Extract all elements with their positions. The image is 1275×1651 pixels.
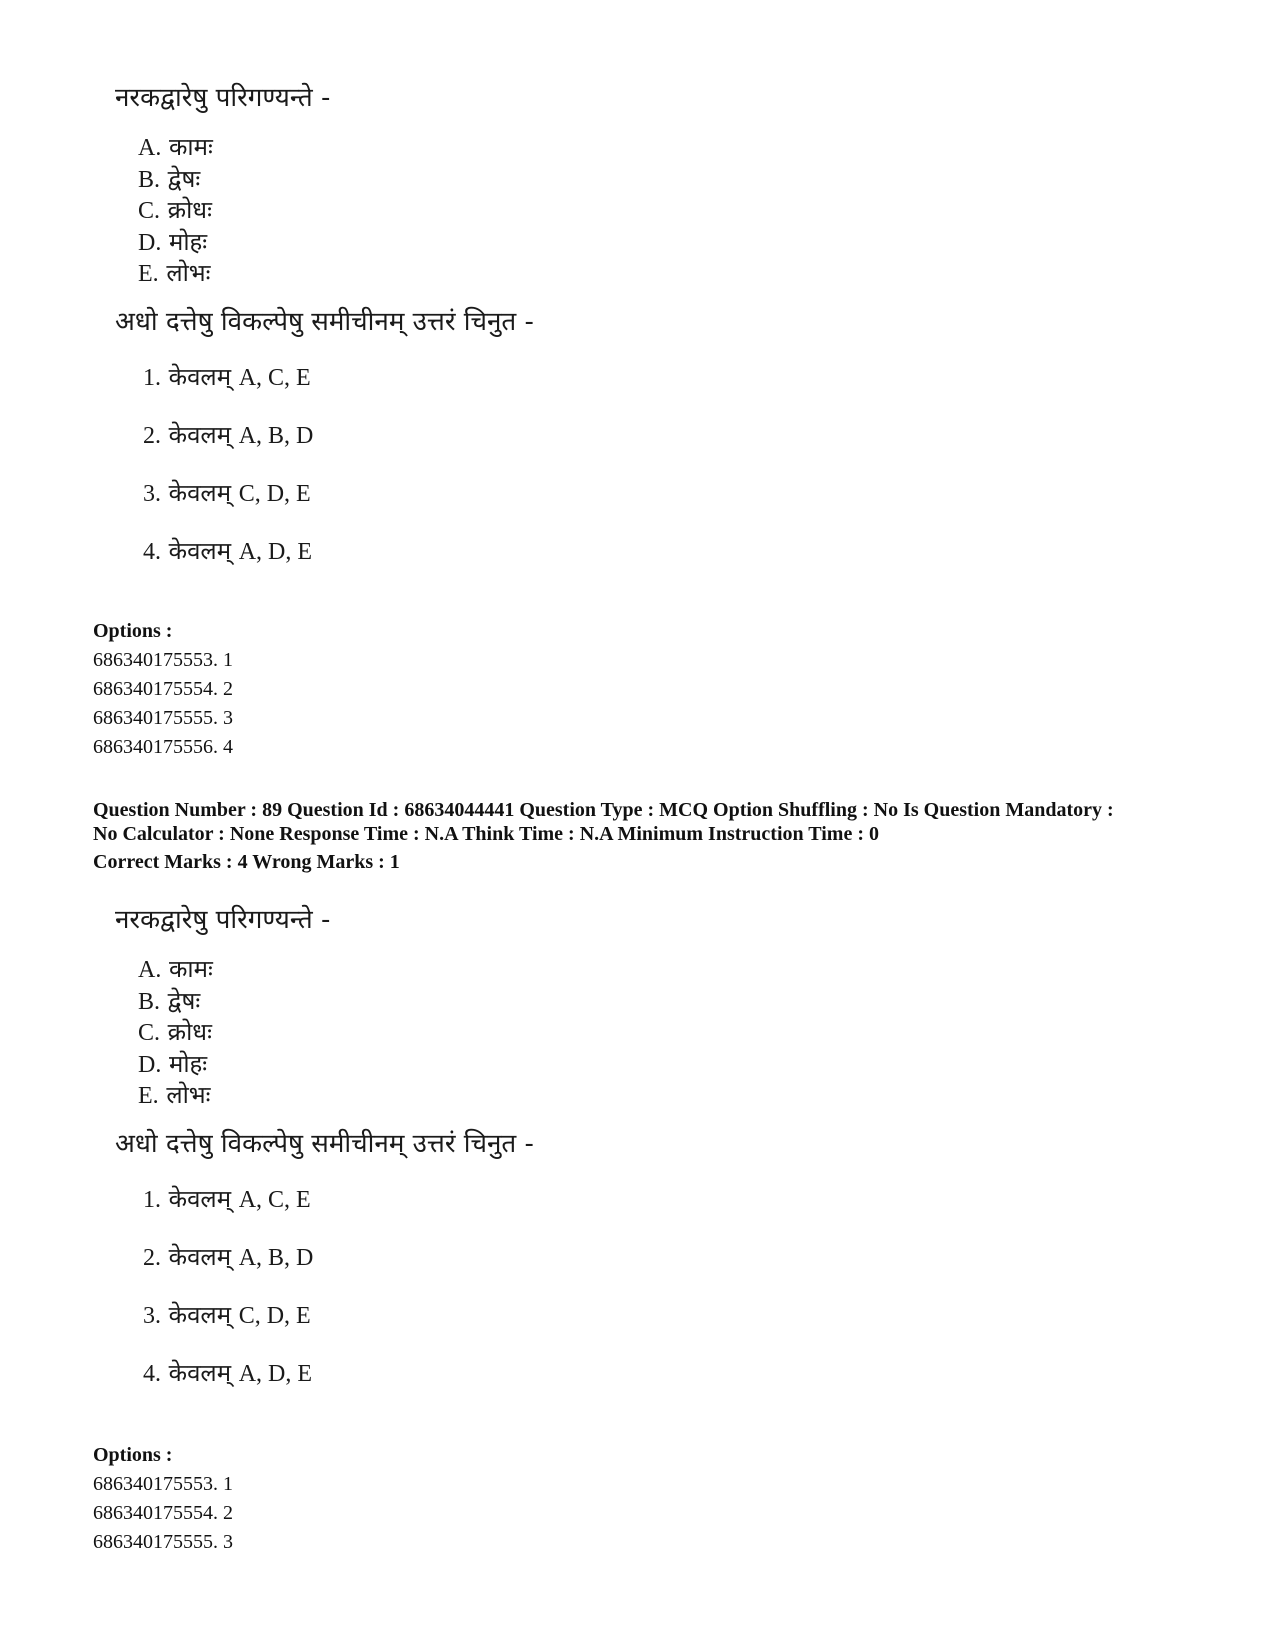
answer-choice: 1. केवलम् A, C, E xyxy=(143,362,311,391)
statement-list xyxy=(138,132,675,290)
options-title: Options : xyxy=(93,1444,173,1466)
statement-item: E. लोभः xyxy=(138,1081,211,1109)
question-heading: नरकद्वारेषु परिगण्यन्ते - xyxy=(115,905,331,935)
options-block-previous xyxy=(93,617,233,762)
statement-item: C. क्रोधः xyxy=(138,196,212,224)
statement-item: D. मोहः xyxy=(138,1049,208,1078)
option-id-line: 686340175553. 1 xyxy=(93,649,233,671)
options-title: Options : xyxy=(93,620,173,642)
answer-choice: 3. केवलम् C, D, E xyxy=(143,478,311,507)
option-id-line: 686340175554. 2 xyxy=(93,678,233,700)
option-id-line: 686340175556. 4 xyxy=(93,736,233,758)
statement-item: A. कामः xyxy=(138,133,213,161)
answer-choice: 2. केवलम् A, B, D xyxy=(143,1242,314,1271)
question-heading: नरकद्वारेषु परिगण्यन्ते - xyxy=(115,83,331,113)
statement-list xyxy=(138,954,675,1112)
answer-choice: 1. केवलम् A, C, E xyxy=(143,1184,311,1213)
answer-choice-list xyxy=(143,348,675,580)
question-prompt: अधो दत्तेषु विकल्पेषु समीचीनम् उत्तरं चिनुत - xyxy=(115,306,534,337)
answer-choice: 2. केवलम् A, B, D xyxy=(143,420,314,449)
answer-choice: 4. केवलम् A, D, E xyxy=(143,1358,313,1387)
statement-item: C. क्रोधः xyxy=(138,1018,212,1046)
answer-choice-list xyxy=(143,1170,675,1402)
question-image-current xyxy=(115,902,675,1402)
question-image-previous xyxy=(115,80,675,580)
statement-item: D. मोहः xyxy=(138,227,208,256)
option-id-line: 686340175553. 1 xyxy=(93,1473,233,1495)
question-meta-line2: No Calculator : None Response Time : N.A Think Time : N.A Minimum Instruction Time : 0 xyxy=(93,823,879,845)
option-id-line: 686340175555. 3 xyxy=(93,1531,233,1553)
statement-item: E. लोभः xyxy=(138,259,211,287)
answer-choice: 4. केवलम् A, D, E xyxy=(143,536,313,565)
question-marks: Correct Marks : 4 Wrong Marks : 1 xyxy=(93,851,400,873)
option-id-line: 686340175555. 3 xyxy=(93,707,233,729)
question-metadata xyxy=(93,798,1213,874)
question-meta-line1: Question Number : 89 Question Id : 68634044441 Question Type : MCQ Option Shuffling : No Is Question Mandatory : xyxy=(93,799,1114,821)
statement-item: A. कामः xyxy=(138,955,213,983)
answer-choice: 3. केवलम् C, D, E xyxy=(143,1300,311,1329)
option-id-line: 686340175554. 2 xyxy=(93,1502,233,1524)
options-block-current xyxy=(93,1441,233,1557)
statement-item: B. द्वेषः xyxy=(138,986,201,1015)
question-prompt: अधो दत्तेषु विकल्पेषु समीचीनम् उत्तरं चिनुत - xyxy=(115,1128,534,1159)
statement-item: B. द्वेषः xyxy=(138,164,201,193)
